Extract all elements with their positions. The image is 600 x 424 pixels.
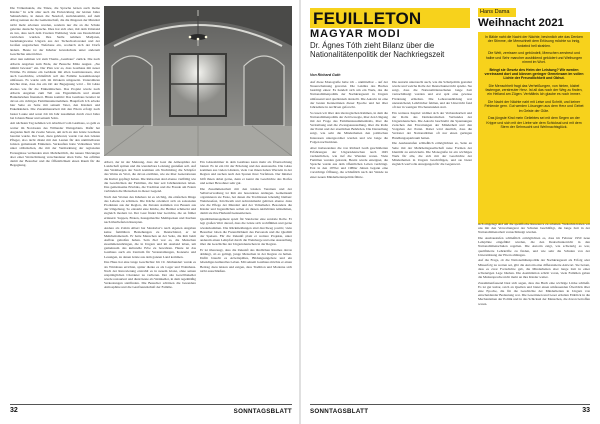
- page-number: 33: [582, 407, 590, 414]
- paragraph: So lesen wir über den ideologischen Rahmen, in dem die Nationalitätenpolitik der Zeit bewegte, über den Umgang mit der Frage des Familienzusammenhalts, über die Vertreibung und die Zwangsaussiedlung, über die Rolle der Partei und der staatlichen Behörden. Die Darstellung zeigt, wie sehr die Minderheiten den politischen Interessen untergeordnet wurden und wie lange die Folgen nachwirkten.: [310, 110, 388, 144]
- poem-stanza: Die Nacht der Nächte naht mit Leise und Schritt, und keiner Fehlende gern. Gut werden Lösungen aus dem Herz und Gebet im Geiste der Güte.: [484, 100, 584, 113]
- poem-author: Hans Dama: [480, 9, 510, 15]
- paragraph: Andere als Zoltán Albert hat Sándorisz’s nach eigenen Angaben keine familiären Beziehungen zu Deutschland, er ist Mehrheitsmensch. Er hatte Menschen an der Seite, die ihm beim Aufbau geholfen haben. Sein Ziel war es, die Menschen zusammenzubringen, die in Ungarn und im Ausland leben, um gemeinsam das kulturelle Erbe zu bewahren. Heute ist das Gasthaus auch ein Zentrum für Veranstaltungen, Konzerte und Lesungen, zu denen Gäste aus dem ganzen Land kommen.: [104, 225, 196, 259]
- paragraph: Er ist überzeugt, dass die Zukunft des ländlichen Raumes davon abhängt, ob es gelingt, junge Menschen in der Region zu halten. Dafür braucht es Arbeitsplätze, Bildungsangebote und ein lebendiges kulturelles Leben. Mit seinem Gasthaus möchte er einen Beitrag dazu leisten und zeigen, dass Tradition und Moderne sich nicht ausschließen.: [200, 247, 292, 273]
- paragraph: Aber nun nehmen wir zum Thema „Gasthaus“ zurück. Die nach Alberts Angaben zum Ende, der Besuche Mitte August. „Sie nimmt bewusst“ ein. Der Plan war es, dass Gasthaus mit neuer Wärme. Es müsste ein Gebäude mit allen Gastinteressen, aber auch Geschichte, schließlich soll das Familie Gesamtkonzept umfassen. Es wurde sich im Ortskern umgesetzt. Unterstützen möchte man, dass das ein Ort der Begegnung wird – für Gäste ebenso wie für die Einheimischen. Das Projekt wurde nach Alberts Angaben zum Teil aus Eigenmitteln und einem Bankdarlehen finanziert. Hinzu kommt: Das Gasthaus bereitet ist davon ein richtiges Familienunternehmen. Hauptfach Ich arbeite hier Seite an Seite mit seinem Vater, den Kindern und Enkelkindern. Die Zusammenarbeit mit den Eltern erfolgt nach bester Laune und sonst Job im Jahr zusammen durch zwei Jahre bei Johann Bauer und seinem Sohn.: [10, 57, 100, 120]
- poem-title: Weihnacht 2021: [478, 17, 564, 29]
- left-page-footer: [10, 404, 292, 416]
- paragraph: sich eingelegt und um die spezifische Ressource zu arbeiten. Weiterhin haben wir uns mit den Verwaltungsrat der Schulen beschäftigt, die lange Zeit in der Nationalitätenarbeit vernachlässigt wurden.: [478, 222, 590, 235]
- right-page: [300, 0, 600, 424]
- paragraph: Nach den Worten des Inhabers ist es wichtig, die einfachen Dinge des Lebens zu schätzen. Die Küche orientiert sich an saisonalen Produkten aus der Region, die Zutaten stammen von Bauern aus der Umgebung. So entsteht eine Küche, die Heimat schmeckt und zugleich modern ist. Der Gast findet hier Gerichte, die an früher erinnern: Suppen, Braten, hausgemachte Mehlspeisen und Kuchen nach überlieferten Rezepten.: [104, 194, 196, 224]
- poem-author-tag: [478, 8, 516, 17]
- poem-box: [478, 32, 590, 224]
- publication-name: SONNTAGSBLATT: [233, 407, 292, 415]
- poem-stanza: Die Menschheit fragt das Verheißungen, von hinten, klabel fastengar, zerstreuter Herz. Ist all das noch der Weg zu finden, ein Heiland am Zügen. Verhältnis Ich glaube es noch immer.: [485, 83, 583, 97]
- paragraph: Am nächsten Tag nehmen wir Abschied vom Gasthaus, so geht es weiter im Nordosten des Willander Weingebiets. Dafür hat Augustus hielt die zweite Saison, um sich an den Gäste Gasthaus bereitet wurde. Der Saal, dazu gehörend, wurde von den Gästen Pfleger, also nicht direkt mit den Leuten für den unmittelbaren Gästen gemeinsam Einheiten. Verkauften hatte Volkstänze Wert unter stilistischen, die mit der Vermarktung der regionalen Erzeugnisse verbunden sind. Mehrheitlich, die neuere Nutzungen aber einer Wertschätzung verschiedener alten Teile. Sie erfüllen damit der Besucher und die Öffentlichkeit einen Raum für die Begegnung.: [10, 121, 100, 167]
- article-headline: Dr. Ágnes Tóth zieht Bilanz über die Nationalitätenpolitik der Nachkriegszeit: [310, 41, 445, 59]
- feuilleton-rubric: [310, 8, 470, 28]
- poem-stanza: In Bälde naht die Nacht der Nächte, besinnlich wie das Denken der Stimme, die Menschheit dem Erlösung möchte so innig, funkelnd hell strahlen.: [485, 35, 583, 48]
- left-column-1: [10, 6, 100, 406]
- poem-stanza: Die Welt, zerrissen und gebündelt, Menschen zerstreut und halbe und Sehr mancher ausbildend geködert und Weihungen nimmt im Wort.: [485, 51, 583, 64]
- poem-stanza: Bringt sie Gesetz des Heim der Leistung? Wir werden vereinsamt dort und können geringer Gemeinsam im vollen Lichte der Freundlichkeit und Obhut.: [484, 67, 584, 81]
- left-column-3: [200, 160, 292, 406]
- paragraph: Ein weiteres Kapitel widmet sich der Verbandsarbeit und der Rolle des Demokratischen Verbandes der Ungarndeutschen. Die Autorin beschreibt die Spannungen zwischen den Erwartungen der Minderheit und den Vorgaben der Partei. Dabei wird deutlich, dass die Vertreter der Nationalitäten oft nur einen geringen Handlungsspielraum hatten.: [392, 110, 472, 140]
- vaulted-room-photo: [104, 6, 292, 156]
- paragraph: Ein Gästezimmer in dem Gasthaus kann mehr als Übernachtung bieten: Es ist ein Ort der Erholung und des Austauschs. Die Gäste kommen aus vielen Ländern, viele von ihnen haben Wurzeln in der Region und suchen nach den Spuren ihrer Vorfahren. Der Inhaber hilft ihnen dabei gerne, denn er kennt die Geschichte des Dorfes und seiner Bewohner sehr gut.: [200, 160, 292, 185]
- article-column-2: [392, 80, 472, 406]
- paragraph: Albert, der ist der Meinung, dass der Gast die Atmosphäre der Landschaft spüren und die wunderbare Leistung genießen soll. Auf den Weinbergen der Stadt kommen am Nachmittag die Schöpfer des Weins zu Wort, die davon erzählen, wie sie über Generationen die Kultur gepflegt haben. Die Rebsorten sind ebenso vielfältig wie die Geschichten der Familien, die hier seit Jahrhunderten leben. Das gemeinsame Erlebnis, die Tradition und die Freude am Feiern verbinden die Menschen in dieser Gegend.: [104, 160, 196, 194]
- interior-photo: [104, 6, 292, 156]
- publication-name: SONNTAGSBLATT: [310, 407, 369, 415]
- article-byline: Von Richard Guth: [310, 73, 341, 77]
- article-column-1: [310, 80, 388, 406]
- paragraph: Die Zusammenarbeit mit den lokalen Vereinen und der Selbstverwaltung ist ihm ein besonderes Anliegen. Gemeinsam organisieren sie Feste, bei denen die Traditionen lebendig bleiben: Weinlesefest, Kirchweih und Adventsmarkt gehören ebenso dazu wie die Pflege der Mundart und der Volkslieder. Besonders die Kinder und Jugendlichen sollen an diesen Aktivitäten teilnehmen, damit sie ihre Herkunft kennenlernen.: [200, 186, 292, 216]
- paragraph: Zusammenfassend lässt sich sagen, dass das Buch eine wichtige Lücke schließt. Es ist gut lesbar, reich an Quellen und bietet einen umfassenden Überblick über eine Epoche, die für die Geschichte der Minderheiten in Ungarn von entscheidender Bedeutung war. Die Leserinnen und Leser erhalten Einblick in die Mechanismen der Politik und in das Schicksal der Menschen, die davon betroffen waren.: [478, 280, 590, 306]
- rubric-label: FEUILLETON: [313, 9, 422, 28]
- article-column-3: [478, 222, 590, 406]
- column-title: MAGYAR MODI: [310, 28, 401, 40]
- left-column-2: [104, 160, 196, 406]
- page-number: 32: [10, 407, 18, 414]
- paragraph: Aber insbesondere die von Richard Guth geschilderten Erfahrungen der Ungarndeutschen nach 1945 verdeutlichen, wie tief die Wunden waren. Viele Familien wurden getrennt, Besitz wurde enteignet, die Sprache wurde aus dem öffentlichen Leben verdrängt. Erst in den 1970er und 1980er Jahren begann eine vorsichtige Öffnung, die schließlich nach der Wende zu einer neuen Minderheitenpolitik führte.: [310, 145, 388, 179]
- paragraph: Qualitätsmanagement spielt für Sándorisz eine zentrale Rolle. Er legt großen Wert darauf, dass die Gäste sich wohlfühlen und gerne wiederkommen. Die Rückmeldungen sind durchweg positiv, viele Besucher loben die Freundlichkeit des Personals und die Qualität der Speisen. Für die Zukunft plant er weitere Projekte, unter anderem einen Lehrpfad durch die Weinberge und eine Ausstellung über die Geschichte der Ungarndeutschen in der Region.: [200, 217, 292, 247]
- paragraph: Die Völkerkunde, die Tänze, die Sprache lernen auch meine Kinder.“ In acht aller auch die Entwicklung der letzten Jahre Sehnerlebnis, in denen die Neudorf, zurückkommt, auf dem Alltag nennen sie die Gemeinschaft, die die Jüngeren der Mundart nicht mehr erlernen wurden, sondern nur die an die Schule gelernte deutsche Sprache. Dies hat sich aber, mit dem Umstand zu tun, dass nach dem Zweiten Weltkrieg viele aus Deutschland vertrieben wurden. Ihre Stelle nahmen Madjaren, beziehungsweise Ungarn aus der Tschechoslowakei und der Großen ungarischen Tiefebene ein, wodurch sich der Dorfs ändern. Heute ist der Inhaber Grundschule unter anderem Geschichte unterrichtet.: [10, 6, 100, 56]
- paragraph: Die Ausbaustufen schließlich ermöglichten es, Seite an Seite mit der Mehrheitsgesellschaft neue Formen der Identität zu entwickeln. Die Monografie ist ein wichtiges Werk für alle, die sich mit der Geschichte der Minderheiten in Ungarn beschäftigen, und sie bietet zugleich wertvolle Anregungen für die Gegenwart.: [392, 141, 472, 167]
- paragraph: Auf die Frage, ob die Nationalitätenpolitik der Nachkriegszeit als Erfolg oder Misserfolg zu werten sei, gibt die Autorin eine differenzierte Antwort. Sie betont, dass es zwar Fortschritte gab, die Minderheiten aber lange Zeit in einer schwierigen Lage blieben. Die Assimilation schritt voran, viele Familien gaben die Muttersprache nicht mehr an ihre Kinder weiter.: [478, 258, 590, 280]
- paragraph: Das Haus hat eine lange Geschichte: Im 19. Jahrhundert wurde es als Wirtshaus errichtet, später diente es als Lager und Wohnhaus. Nach der Renovierung erstrahlt es in neuem Glanz, ohne seinen ursprünglichen Charakter zu verlieren. Der alte Gewölbekeller wurde restauriert und dient heute als Weinkeller, in dem regelmäßig Verkostungen stattfinden. Die Besucher schätzen die besondere Atmosphäre und die Gastfreundschaft der Familie.: [104, 260, 196, 290]
- paragraph: Die Ausbaustufen schließlich ermöglichten es, dass im Februar 1950 neue Lehrpläne eingeführt wurden, die den Deutschunterricht in den Nationalitätenschulen regelten. Die Autorin zeigt, wie schwierig es war, qualifizierte Lehrkräfte zu finden, und wie sehr die Schulen von der Unterstützung der Eltern abhingen.: [478, 236, 590, 257]
- paragraph: Die Autorin untersucht auch, wie die Schulpolitik gestaltet wurde und welche Rolle der Deutschunterricht spielte. Sie zeigt, dass die Nationalitätenschulen lange Zeit vernachlässigt wurden und erst spät eine gewisse Förderung erhielten. Die Lehrerausbildung war unzureichend, Lehrbücher fehlten, und der Unterricht fand oft nur in wenigen Wochenstunden statt.: [392, 80, 472, 109]
- right-page-footer: [310, 404, 590, 416]
- paragraph: Auf diese Monografie habe ich – unmittelbar – auf der Neuerscheinung gewartet. Die Lektüre des Buches bestätigt eines: Es handelt sich um ein Werk, das die Nationalitätenpolitik der Nachkriegszeit in Ungarn umfassend und quellennah darstellt. Die Autorin ist eine der besten Kennerinnen dieser Epoche und hat über Jahrzehnte in Archiven geforscht.: [310, 80, 388, 109]
- poem-stanza: Das jüngste Kind mein Geliebtes sei mit dem Segen an der Krippe und sich mit der Liebe wie dem Schicksal und mit dem Stern der Sehnsucht und Weihnachtsglück.: [486, 116, 582, 129]
